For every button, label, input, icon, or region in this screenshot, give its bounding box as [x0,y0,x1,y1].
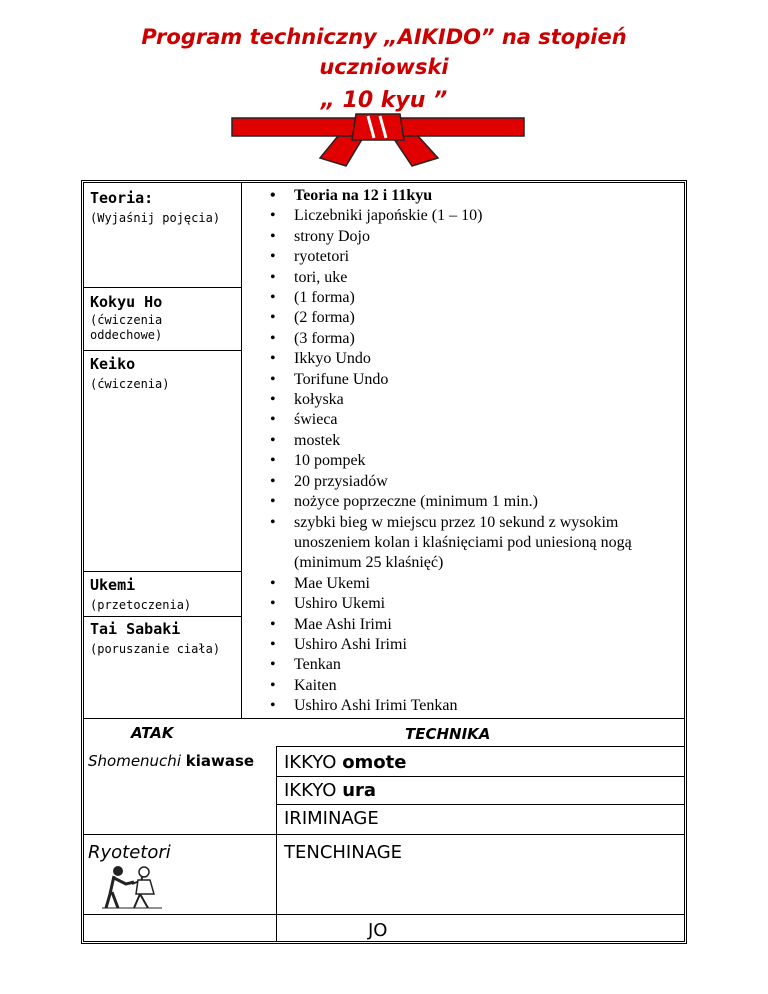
jo-label: JO [368,920,388,941]
requirements-list [262,186,682,717]
attack-shomenuchi [88,752,254,770]
list-item: • mostek [262,431,682,451]
list-item: • kołyska [262,390,682,410]
aikido-figures-illustration [100,864,164,910]
list-item: • Ikkyo Undo [262,349,682,369]
divider [241,183,242,718]
divider [276,776,684,777]
technique-ikkyo-omote [284,752,407,773]
technique-ikkyo-ura [284,780,376,801]
list-item: • (1 forma) [262,288,682,308]
list-item: • Teoria na 12 i 11kyu [262,186,682,206]
technika-header: TECHNIKA [405,725,491,743]
section-tai-sabaki [90,620,220,657]
divider [84,571,241,572]
divider [84,718,684,719]
section-subheading: (Wyjaśnij pojęcia) [90,211,221,225]
list-item: • Tenkan [262,655,682,675]
divider [84,914,684,915]
section-keiko [90,355,169,392]
technique-tenchinage [284,842,402,863]
list-item: • Kaiten [262,676,682,696]
divider [276,746,684,747]
technique-suffix: ura [342,780,377,801]
attack-ryotetori [88,842,171,863]
list-item: • tori, uke [262,268,682,288]
technique-suffix: omote [342,752,407,773]
technique-name: TENCHINAGE [284,842,403,863]
divider [276,804,684,805]
list-item: • Ushiro Ukemi [262,594,682,614]
section-subheading: (poruszanie ciała) [90,642,221,656]
list-item: • (2 forma) [262,308,682,328]
list-item: • 10 pompek [262,451,682,471]
attack-name: Ryotetori [88,842,171,863]
list-item: • Mae Ashi Irimi [262,615,682,635]
section-subheading: (ćwiczenia oddechowe) [90,313,163,342]
attack-name: Shomenuchi [88,752,181,770]
divider [84,287,241,288]
section-teoria [90,189,220,226]
red-belt-icon [228,110,528,172]
list-item: • szybki bieg w miejscu przez 10 sekund z wysokim unoszeniem kolan i klaśnięciami pod uniesioną nogą (minimum 25 klaśnięć) [262,513,682,574]
divider [84,834,684,835]
list-item: • świeca [262,410,682,430]
section-subheading: (ćwiczenia) [90,377,170,391]
section-ukemi [90,576,191,613]
section-heading: Teoria: [90,189,154,207]
technique-name: IKKYO [284,780,337,801]
list-item: • Liczebniki japońskie (1 – 10) [262,206,682,226]
atak-header: ATAK [131,724,174,742]
list-item: • Torifune Undo [262,370,682,390]
section-heading: Tai Sabaki [90,620,181,638]
title-line-2: uczniowski [319,55,449,79]
list-item: • (3 forma) [262,329,682,349]
list-item: • strony Dojo [262,227,682,247]
list-item: • nożyce poprzeczne (minimum 1 min.) [262,492,682,512]
technique-iriminage [284,808,379,829]
divider [84,616,241,617]
list-item: • 20 przysiadów [262,472,682,492]
list-item: • Ushiro Ashi Irimi [262,635,682,655]
title-line-1: Program techniczny „AIKIDO” na stopień [141,25,627,49]
technique-name: IRIMINAGE [284,808,379,829]
list-item: • Mae Ukemi [262,574,682,594]
title-line-3: „ 10 kyu ” [320,88,448,113]
section-heading: Keiko [90,355,136,373]
section-heading: Ukemi [90,576,136,594]
divider [84,350,241,351]
technique-name: IKKYO [284,752,337,773]
list-item: • ryotetori [262,247,682,267]
section-heading: Kokyu Ho [90,293,163,311]
section-subheading: (przetoczenia) [90,598,192,612]
list-item: • Ushiro Ashi Irimi Tenkan [262,696,682,716]
section-kokyu-ho [90,293,230,343]
attack-suffix: kiawase [185,752,255,770]
